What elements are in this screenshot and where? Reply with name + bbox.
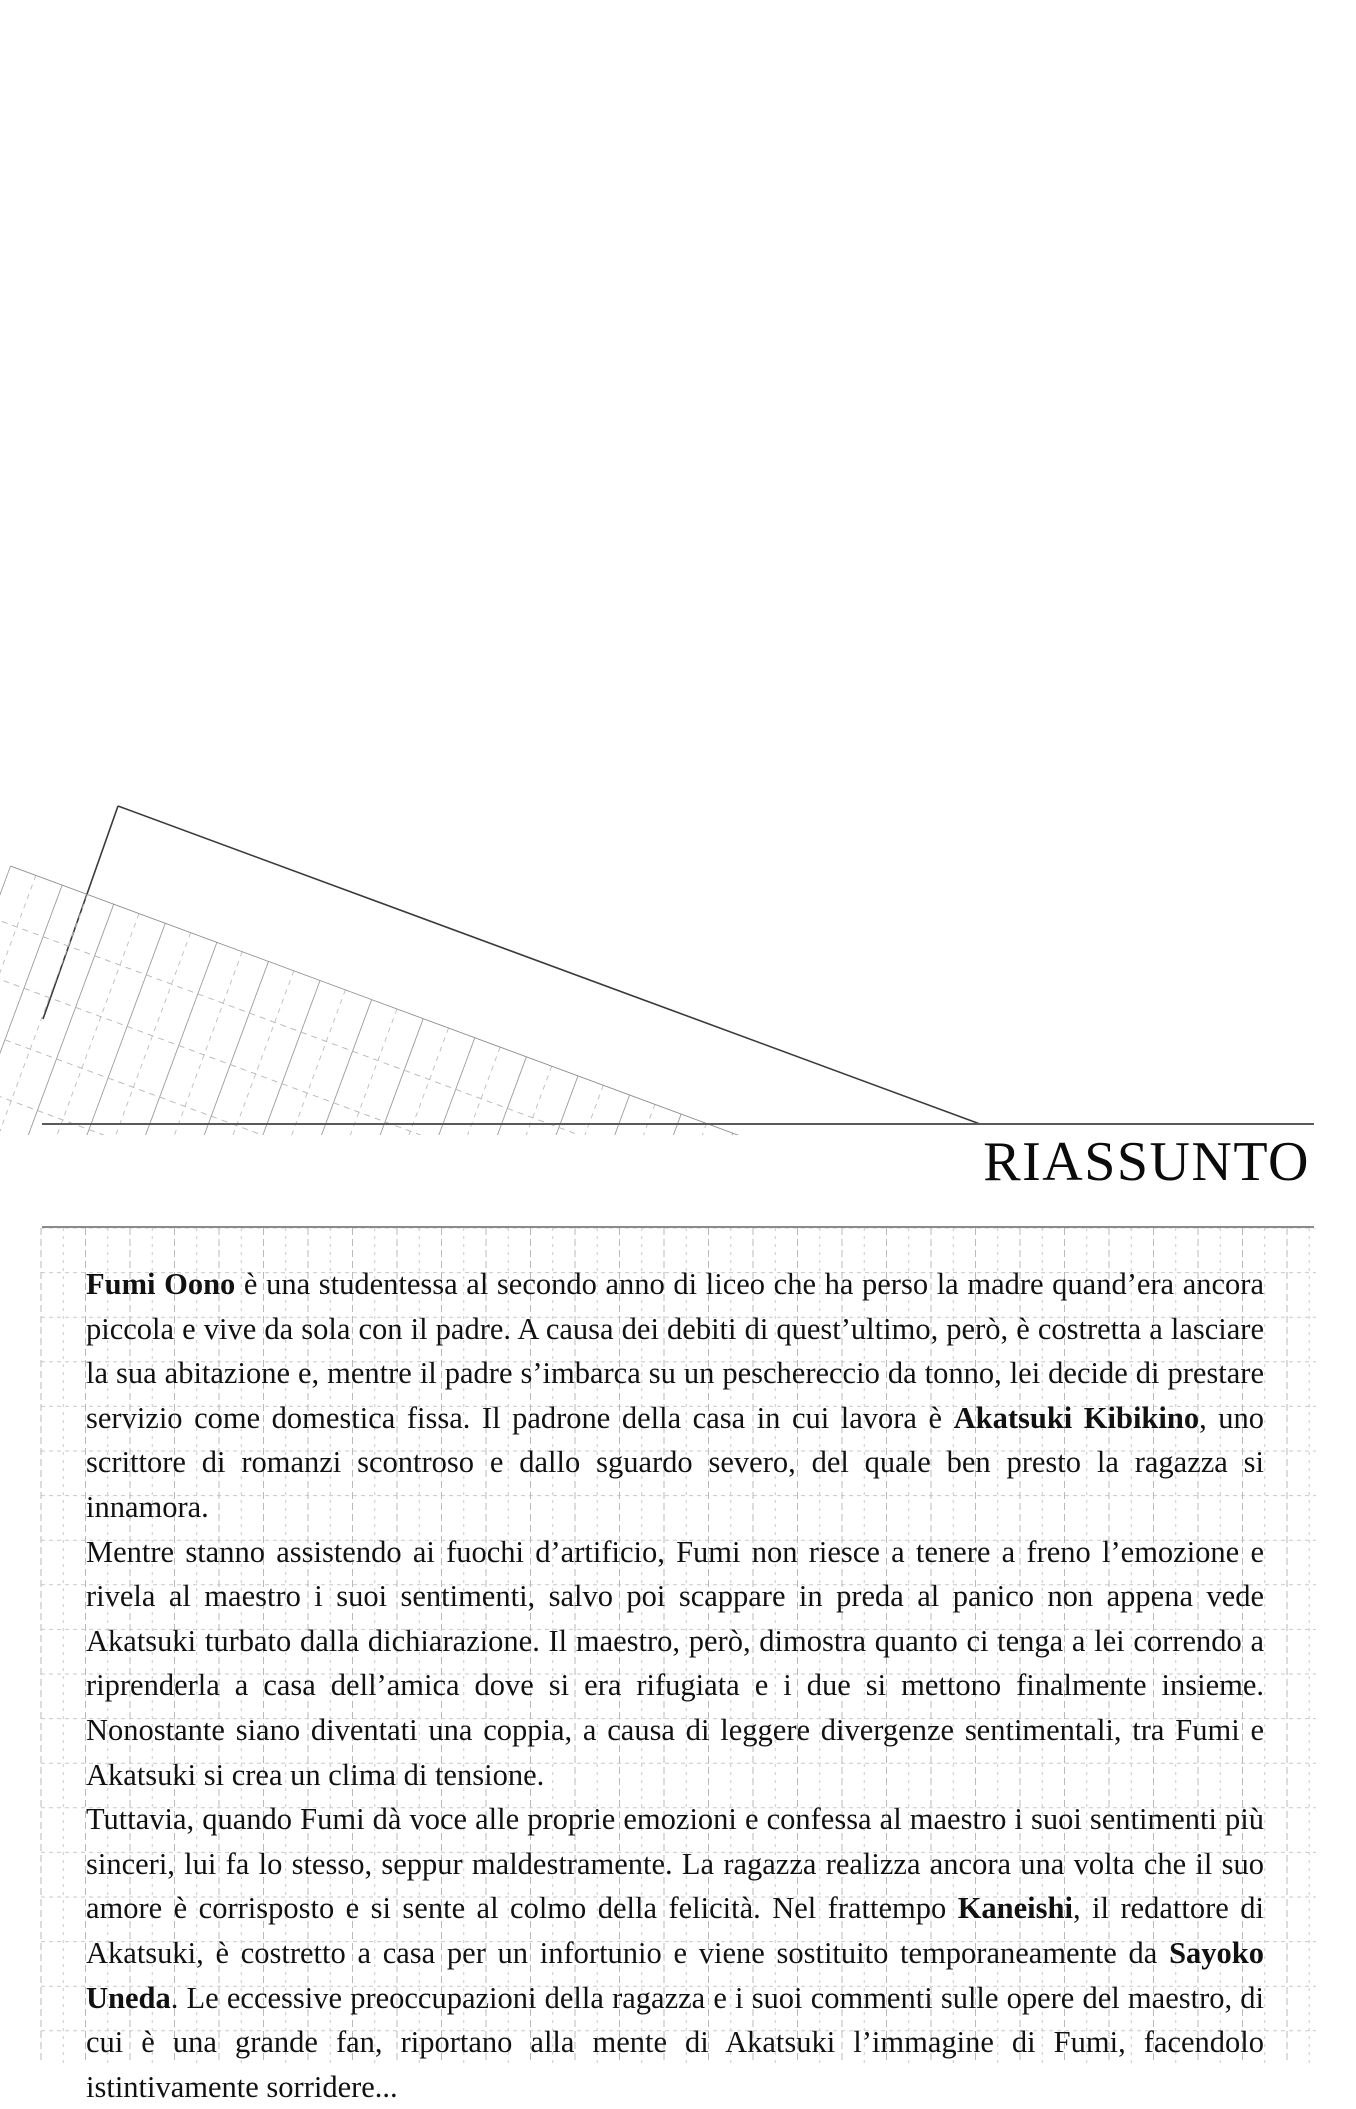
summary-run: , il redattore di Akatsuki, è costretto a casa per un infortunio e viene sostituito temporaneamente da xyxy=(86,1891,1265,1970)
tilted-grid-lines xyxy=(0,866,855,1135)
emphasis-name: Akatsuki Kibikino xyxy=(953,1400,1200,1435)
summary-paragraph xyxy=(86,1530,1264,1798)
emphasis-name: Fumi Oono xyxy=(86,1267,236,1301)
summary-run: Tuttavia, quando Fumi dà voce alle proprie emozioni e confessa al maestro i suoi sentimenti più sinceri, lui fa lo stesso, seppur maldestramente. La ragazza realizza ancora una volta che il suo amore è corrisposto e si sente al colmo della felicità. Nel frattempo xyxy=(86,1802,1264,1926)
summary-run: , uno scrittore di romanzi scontroso e dallo sguardo severo, del quale ben presto la ragazza si innamora. xyxy=(86,1400,1265,1524)
page-title: RIASSUNTO xyxy=(983,1131,1310,1193)
summary-text xyxy=(86,1262,1264,2109)
emphasis-name: Sayoko Uneda xyxy=(86,1935,1264,2015)
summary-paragraph xyxy=(86,1262,1264,1530)
summary-run: è una studentessa al secondo anno di liceo che ha perso la madre quand’era ancora piccola e vive da sola con il padre. A causa dei debiti di quest’ultimo, però, è costretta a lasciare la sua abitazione e, mentre il padre s’imbarca su un peschereccio da tonno, lei decide di prestare servizio come domestica fissa. Il padrone della casa in cui lavora è xyxy=(86,1267,1264,1435)
summary-run: . Le eccessive preoccupazioni della ragazza e i suoi commenti sulle opere del maestro, di cui è una grande fan, riportano alla mente di Akatsuki l’immagine di Fumi, facendolo istintivamente sorridere... xyxy=(86,1980,1264,2104)
summary-run: Mentre stanno assistendo ai fuochi d’artificio, Fumi non riesce a tenere a freno l’emozione e rivela al maestro i suoi sentimenti, salvo poi scappare in preda al panico non appena vede Akatsuki turbato dalla dichiarazione. Il maestro, però, dimostra quanto ci tenga a lei correndo a riprenderla a casa dell’amica dove si era rifugiata e i due si mettono finalmente insieme. Nonostante siano diventati una coppia, a causa di leggere divergenze sentimentali, tra Fumi e Akatsuki si crea un clima di tensione. xyxy=(86,1534,1264,1792)
emphasis-name: Kaneishi xyxy=(957,1891,1073,1926)
tilted-page-outline xyxy=(43,806,980,1124)
header-rule-top xyxy=(42,1123,1314,1125)
summary-paragraph xyxy=(86,1797,1264,2109)
